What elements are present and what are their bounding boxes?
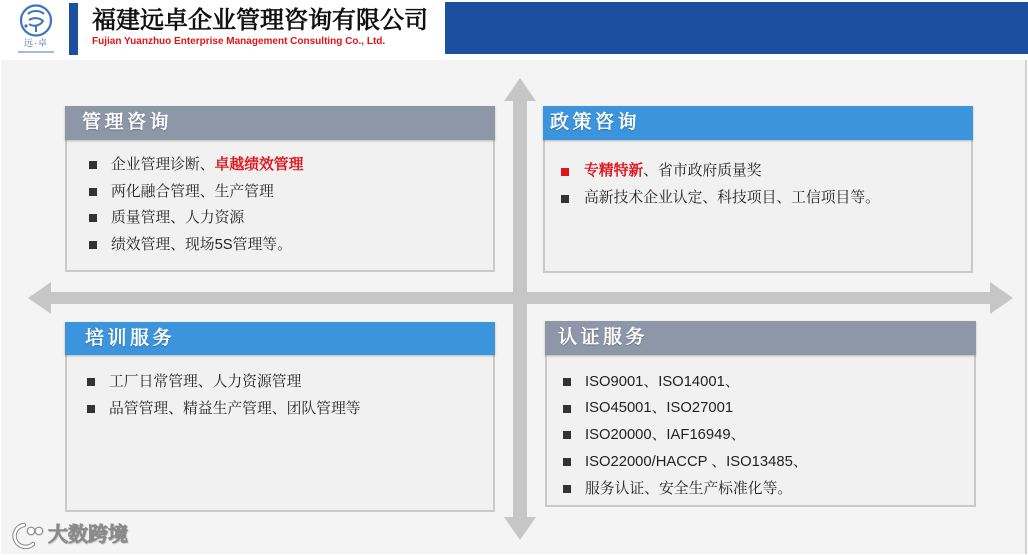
company-logo [14, 3, 58, 55]
square-bullet-icon [563, 458, 571, 466]
vertical-double-arrow [504, 78, 536, 540]
list-item [547, 395, 974, 422]
quadrant-header [543, 106, 973, 140]
list-item [67, 152, 493, 179]
title-accent-bar [69, 3, 78, 55]
list-item [547, 476, 974, 503]
list-item-text: 工厂日常管理、人力资源管理 [109, 373, 302, 390]
red-square-bullet-icon [561, 168, 569, 176]
square-bullet-icon [89, 214, 97, 222]
quadrant-header [65, 322, 495, 355]
list-item [67, 205, 493, 232]
service-list [545, 140, 971, 212]
quadrant-body [65, 355, 495, 512]
quadrant-policy-consulting [543, 106, 973, 273]
quadrant-body [543, 140, 973, 273]
quadrant-title: 培训服务 [85, 328, 176, 349]
list-item-text: 、省市政府质量奖 [643, 163, 762, 179]
list-item [545, 185, 971, 212]
list-item [67, 232, 493, 259]
list-item [547, 449, 974, 476]
square-bullet-icon [89, 161, 97, 169]
quadrant-header [545, 321, 976, 355]
list-item-text: 质量管理、人力资源 [111, 210, 245, 226]
company-name-english: Fujian Yuanzhuo Enterprise Management Consulting Co., Ltd. [92, 36, 386, 47]
yuanzhuo-logo-icon [16, 4, 56, 38]
watermark-text: 大数跨境 [48, 524, 128, 546]
list-item [547, 369, 974, 396]
vertical-arrow-shaft [513, 99, 527, 519]
quadrant-certification-services [545, 321, 976, 507]
dashu-kuajing-logo-icon [6, 520, 46, 550]
square-bullet-icon [561, 195, 569, 203]
list-item-text: ISO45001、ISO27001 [585, 400, 734, 417]
square-bullet-icon [563, 431, 571, 439]
highlighted-text: 卓越绩效管理 [214, 157, 304, 173]
service-list [547, 355, 974, 502]
list-item-text: 企业管理诊断、 [111, 157, 215, 173]
square-bullet-icon [89, 241, 97, 249]
arrowhead-left [28, 282, 51, 314]
list-item [67, 369, 493, 396]
list-item [545, 158, 971, 185]
list-item-text: ISO22000/HACCP 、ISO13485、 [585, 453, 808, 470]
highlighted-text: 专精特新 [584, 163, 644, 179]
service-list [67, 140, 493, 258]
list-item-text: 两化融合管理、生产管理 [111, 183, 274, 200]
square-bullet-icon [89, 188, 97, 196]
quadrant-title: 管理咨询 [82, 112, 173, 133]
quadrant-management-consulting [65, 106, 495, 272]
horizontal-arrow-shaft [49, 292, 992, 304]
square-bullet-icon [563, 405, 571, 413]
arrowhead-right [990, 282, 1013, 314]
list-item-text: 服务认证、安全生产标准化等。 [585, 480, 793, 497]
list-item-text: ISO20000、IAF16949、 [585, 427, 746, 443]
square-bullet-icon [563, 485, 571, 493]
list-item-text: 绩效管理、现场5S管理等。 [111, 236, 292, 253]
header-blue-band [445, 2, 1028, 54]
list-item-text: 高新技术企业认定、科技项目、工信项目等。 [584, 190, 880, 206]
square-bullet-icon [87, 378, 95, 386]
arrowhead-up [504, 78, 536, 101]
logo-tagline-mark [18, 51, 54, 53]
quadrant-body [545, 355, 976, 507]
list-item-text: 品管管理、精益生产管理、团队管理等 [109, 400, 361, 417]
logo-text: 远·卓 [24, 38, 48, 48]
quadrant-training-services [65, 322, 495, 512]
service-list [67, 355, 493, 423]
slide-header [0, 0, 1028, 58]
list-item [547, 422, 974, 449]
list-item [67, 396, 493, 423]
list-item [67, 179, 493, 206]
quadrant-title: 认证服务 [558, 327, 649, 348]
arrowhead-down [504, 517, 536, 540]
square-bullet-icon [563, 378, 571, 386]
list-item-text: ISO9001、ISO14001、 [585, 373, 740, 390]
square-bullet-icon [87, 405, 95, 413]
quadrant-header [65, 106, 495, 140]
company-name: 福建远卓企业管理咨询有限公司 [92, 7, 428, 34]
quadrant-title: 政策咨询 [550, 112, 641, 133]
quadrant-body [65, 140, 495, 272]
